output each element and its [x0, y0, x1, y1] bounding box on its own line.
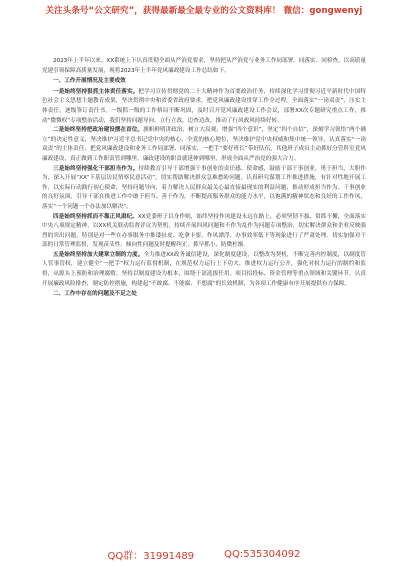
promo-banner: [0, 0, 408, 20]
paragraph-2: [42, 126, 366, 164]
paragraph-1: [42, 88, 366, 126]
intro-paragraph: 2023年上半年以来，XX系统上下认真贯彻全面从严治党要求，坚持把从严治党与业务工作同部署、同落实、同检查，以高质量党建引领保障高质量发展，现将2023年上半年党风廉政建设工作总结如下。: [42, 58, 366, 74]
paragraph-5-lead: 五是始终坚持加大建章立制的力度。: [53, 251, 144, 258]
paragraph-3-body: 持续教育引导干部增强干事创业的责任感、使命感，鼓励干部干事创业，勇于担当，大胆作为，深入开展“XX“下基层访民情察民意活动”，切实帮助解决群众急难愁盼问题。认真研究谋划工作推进措施，有针对性地开展工作，以实际行动践行初心使命，坚持问题导向，着力解决人民群众最关心最直接最现实的利益问题，推动形成担当作为、干事创业的良好氛围，引导干部在推进工作中敢于担当、善于作为，不断提高服务群众的能力水平，以饱满的精神状态和良好的工作作风，落实“一个问题一个办法加以解决”。: [42, 165, 366, 210]
contact-footer: [0, 544, 408, 564]
paragraph-4-body: XX党委班子以身作则，始终坚持作风建设永远在路上，必须坚韧不拔、常抓不懈，全面落实中央八项规定精神，以XX机关联动监督评议为契机，持续开展四风问题和不作为乱作为问题专项整治，切实解决群众和企业反映强烈的突出问题，特别是对一些在办事服务中推诿扯皮、吃拿卡要、作风漂浮、办事效率低下等现象进行了严肃处理。切实加强对干部的日常管理监督，发现苗头性、倾向性问题及时提醒纠正，抓早抓小、防微杜渐。: [42, 213, 366, 249]
paragraph-1-body: 把学习宣传贯彻党的二十大精神作为首要政治任务，持续深化学习贯彻习近平新时代中国特色社会主义思想主题教育成果，坚决贯彻中央和省委省政府要求，把党风廉政建设贯穿工作全过程。全面落实“一岗双责”，压实主体责任，逐级签订责任书，一级抓一级的工作格局不断巩固，及时召开党风廉政建设工作会议，部署XX次专题研究重点工作，推动“微微权”专项整治活动，我们坚持问题导向，立行立改，边查边改，推动了行风政风持续好转。: [42, 88, 366, 124]
paragraph-5: [42, 251, 366, 289]
qq-number-text: QQ:535304092: [224, 548, 301, 560]
paragraph-5-body: 全力推进XX政务诚信建设，深化制度建设，以整改为契机，不断完善内控制度，以制度管人管事管权，建立健全“一把手”权力运行监督机制，在规范权力运行上下功夫，推进权力运行公开，强化对权力运行的制约和监督，从源头上预防和治理腐败。坚持以制度建设为根本，围绕干部选拔任用、项目招投标、资金管理等重点领域和关键环节，认真开展廉政风险排查，制定防控措施，构建起“不敢腐、不能腐、不想腐”的长效机制，为各项工作健康有序开展提供有力保障。: [42, 251, 366, 287]
paragraph-3: [42, 165, 366, 213]
paragraph-1-lead: 一是始终坚持狠抓主体责任落实。: [53, 88, 139, 95]
qq-group-text: QQ群：31991489: [107, 550, 195, 562]
promo-banner-text: 关注头条号“公文研究”，获得最新最全最专业的公文资料库！ 微信：gongwenyj: [45, 6, 363, 16]
paragraph-2-lead: 二是始终坚持把政治建设摆在首位。: [53, 127, 144, 134]
paragraph-2-body: 旗帜鲜明讲政治，树立大局观，增强“四个意识”，坚定“四个自信”，深刻学习领悟“两个确立”的决定性意义，坚决维护习近平总书记党中央的核心、全党的核心地位，坚决维护党中央权威和集中统一领导，认真落实“一岗双责”的主体责任，把党风廉政建设和业务工作同部署、同落实，一把手“要好班长”带好队伍，其他班子成员主动抓好分管科室党风廉政建设，真正做到工作职责管到哪里，廉政建设的职责就延伸到哪里，形成全面从严治党的强大合力。: [42, 127, 366, 162]
paragraph-4: [42, 213, 366, 251]
paragraph-3-lead: 三是始终坚持强化干部担当作为。: [53, 165, 139, 172]
section-heading-1: 一、工作开展情况及主要成效: [53, 78, 126, 85]
document-page: [42, 57, 366, 301]
paragraph-4-lead: 四是始终坚持抓而不靠正风肃纪。: [53, 213, 138, 220]
section-heading-2: 二、工作中存在的问题及不足之处: [53, 291, 137, 298]
